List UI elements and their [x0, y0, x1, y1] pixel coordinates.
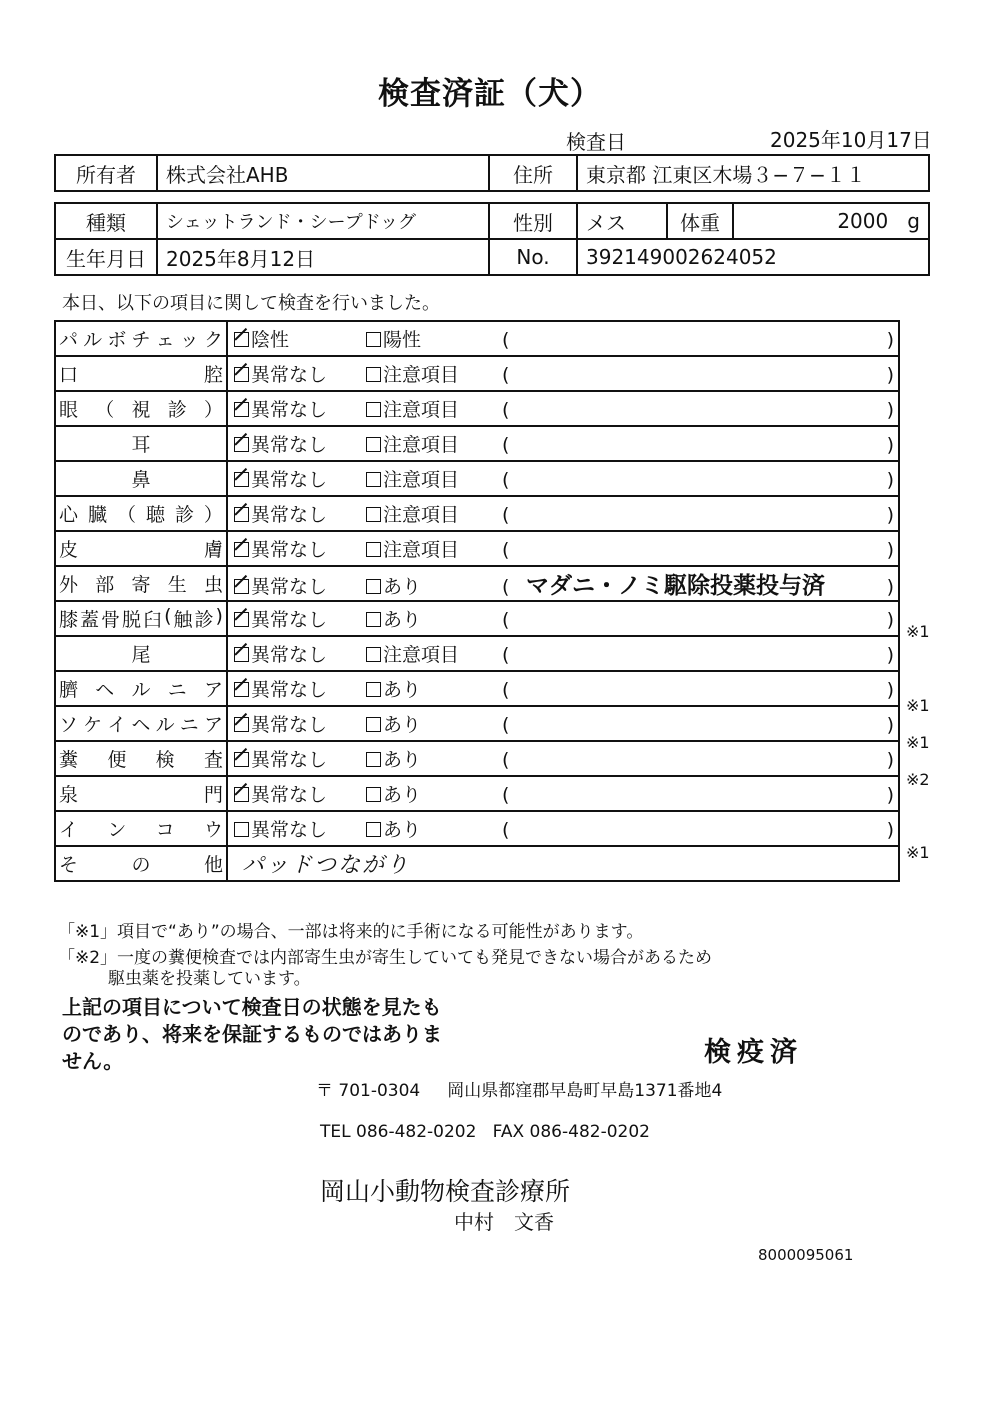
- person-name: 中村 文香: [454, 1210, 554, 1234]
- owner-label: 所有者: [55, 155, 157, 191]
- inspection-item-result: [227, 741, 899, 776]
- dog-table: [54, 202, 930, 276]
- footnote-mark: ※1: [906, 622, 930, 642]
- inspection-item-result: [227, 671, 899, 706]
- checked-checkbox-icon[interactable]: [234, 612, 249, 627]
- inspection-item-label: [55, 461, 227, 496]
- close-paren: ): [886, 609, 894, 631]
- checked-checkbox-icon[interactable]: [234, 472, 249, 487]
- option-normal[interactable]: [228, 360, 366, 387]
- other-handwritten-note: パッドつながり: [242, 853, 411, 878]
- checkbox-icon[interactable]: [366, 402, 381, 417]
- open-paren: (: [502, 329, 510, 351]
- inspection-item-name: パ ル ボ チ ェ ッ ク: [59, 329, 223, 351]
- inspection-row: [55, 636, 899, 671]
- open-paren: (: [502, 434, 510, 456]
- inspection-item-label: [55, 356, 227, 391]
- option-abnormal[interactable]: [366, 640, 502, 667]
- inspection-item-name: イ ン コ ウ: [59, 819, 223, 841]
- option-abnormal[interactable]: [366, 465, 502, 492]
- checkbox-icon[interactable]: [366, 579, 381, 594]
- inspection-item-result: [227, 496, 899, 531]
- option-abnormal-label: 注意項目: [383, 469, 460, 491]
- inspection-item-label: [55, 566, 227, 601]
- inspection-stamp: 検疫済: [704, 1037, 803, 1068]
- inspection-item-result: [227, 321, 899, 356]
- inspection-item-name: 泉 門: [59, 784, 223, 806]
- checked-checkbox-icon[interactable]: [234, 367, 249, 382]
- option-normal-label: 異常なし: [251, 469, 328, 491]
- option-normal-label: 異常なし: [251, 819, 328, 841]
- open-paren: (: [502, 399, 510, 421]
- postal-code: 〒 701-0304: [316, 1081, 421, 1101]
- checkbox-icon[interactable]: [366, 717, 381, 732]
- option-normal-label: 異常なし: [251, 714, 328, 736]
- inspection-item-name: 耳: [131, 434, 151, 456]
- option-normal[interactable]: [228, 640, 366, 667]
- option-normal-label: 異常なし: [251, 784, 328, 806]
- inspection-item-result: [227, 426, 899, 461]
- inspection-item-label: [55, 391, 227, 426]
- checkbox-icon[interactable]: [234, 822, 249, 837]
- open-paren: (: [502, 784, 510, 806]
- inspection-item-name: 皮 膚: [59, 539, 223, 561]
- checkbox-icon[interactable]: [366, 332, 381, 347]
- inspection-row: [55, 601, 899, 636]
- open-paren: (: [502, 504, 510, 526]
- checkbox-icon[interactable]: [366, 507, 381, 522]
- inspection-item-result: [227, 706, 899, 741]
- checkbox-icon[interactable]: [366, 682, 381, 697]
- inspection-item-result: [227, 461, 899, 496]
- address-label: 住所: [489, 155, 577, 191]
- checked-checkbox-icon[interactable]: [234, 402, 249, 417]
- option-abnormal[interactable]: [366, 430, 502, 457]
- inspection-item-name: ソ ケ イ ヘ ル ニ ア: [59, 714, 223, 736]
- checkbox-icon[interactable]: [366, 542, 381, 557]
- owner-value: 株式会社AHB: [157, 155, 489, 191]
- inspection-row: [55, 811, 899, 846]
- option-normal[interactable]: [228, 430, 366, 457]
- breed-value: シェットランド・シープドッグ: [157, 203, 489, 239]
- inspection-row: [55, 741, 899, 776]
- document-code: 8000095061: [758, 1246, 854, 1264]
- inspection-row: [55, 706, 899, 741]
- inspection-item-name: 糞 便 検 査: [59, 749, 223, 771]
- inspection-row: [55, 426, 899, 461]
- option-normal-label: 異常なし: [251, 644, 328, 666]
- option-normal-label: 異常なし: [251, 609, 328, 631]
- inspection-item-name: 尾: [131, 644, 151, 666]
- close-paren: ): [886, 469, 894, 491]
- inspection-item-name: 眼 （ 視 診 ）: [59, 399, 223, 421]
- close-paren: ): [886, 539, 894, 561]
- inspection-row: [55, 356, 899, 391]
- option-abnormal[interactable]: [366, 710, 502, 737]
- option-abnormal[interactable]: [366, 605, 502, 632]
- option-normal-label: 異常なし: [251, 679, 328, 701]
- open-paren: (: [502, 469, 510, 491]
- close-paren: ): [886, 434, 894, 456]
- inspection-item-label: [55, 496, 227, 531]
- checkbox-icon[interactable]: [366, 752, 381, 767]
- option-normal[interactable]: [228, 572, 366, 599]
- checked-checkbox-icon[interactable]: [234, 542, 249, 557]
- checkbox-icon[interactable]: [366, 787, 381, 802]
- inspection-row-other: [55, 846, 899, 881]
- inspection-item-result: [227, 601, 899, 636]
- option-abnormal-label: 注意項目: [383, 644, 460, 666]
- footnote-mark: ※1: [906, 696, 930, 715]
- option-normal[interactable]: [228, 780, 366, 807]
- address-value: 東京都 江東区木場３−７−１１: [577, 155, 929, 191]
- option-abnormal-label: あり: [383, 819, 422, 841]
- weight-label: 体重: [667, 203, 733, 239]
- option-abnormal-label: あり: [383, 609, 422, 631]
- checked-checkbox-icon[interactable]: [234, 332, 249, 347]
- checked-checkbox-icon[interactable]: [234, 682, 249, 697]
- option-normal[interactable]: [228, 535, 366, 562]
- inspection-item-label: [55, 671, 227, 706]
- checked-checkbox-icon[interactable]: [234, 437, 249, 452]
- close-paren: ): [886, 784, 894, 806]
- option-abnormal-label: 注意項目: [383, 504, 460, 526]
- checkbox-icon[interactable]: [366, 437, 381, 452]
- option-abnormal-label: あり: [383, 679, 422, 701]
- close-paren: ): [886, 749, 894, 771]
- option-abnormal[interactable]: [366, 535, 502, 562]
- option-normal[interactable]: [228, 325, 366, 352]
- inspection-item-name: 膝 蓋 骨 脱 臼 ( 触 診 ): [59, 605, 223, 631]
- contact-line: [320, 1122, 650, 1142]
- inspection-table: [54, 320, 900, 882]
- other-label: そ の 他: [59, 854, 223, 876]
- option-abnormal[interactable]: [366, 780, 502, 807]
- checked-checkbox-icon[interactable]: [234, 579, 249, 594]
- inspection-item-label: [55, 741, 227, 776]
- footnote-mark: ※1: [906, 843, 930, 863]
- close-paren: ): [886, 644, 894, 666]
- option-normal-label: 異常なし: [251, 576, 328, 598]
- checkbox-icon[interactable]: [366, 822, 381, 837]
- open-paren: (: [502, 364, 510, 386]
- other-value-cell: [227, 846, 899, 881]
- option-normal[interactable]: [228, 605, 366, 632]
- footnote-1: 「※1」項目で“あり”の場合、一部は将来的に手術になる可能性があります。: [58, 922, 644, 942]
- checkbox-icon[interactable]: [366, 647, 381, 662]
- option-abnormal[interactable]: [366, 745, 502, 772]
- inspection-item-result: [227, 811, 899, 846]
- option-abnormal[interactable]: [366, 572, 502, 599]
- checkbox-icon[interactable]: [366, 472, 381, 487]
- no-value: 392149002624052: [577, 239, 929, 275]
- footnote-2-line2: 駆虫薬を投薬しています。: [108, 969, 311, 989]
- inspection-item-label: [55, 531, 227, 566]
- inspection-item-name: 口 腔: [59, 364, 223, 386]
- option-normal-label: 異常なし: [251, 399, 328, 421]
- owner-table: [54, 154, 930, 192]
- option-normal[interactable]: [228, 465, 366, 492]
- no-label: No.: [489, 239, 577, 275]
- birth-value: 2025年8月12日: [157, 239, 489, 275]
- intro-text: 本日、以下の項目に関して検査を行いました。: [62, 293, 440, 314]
- checked-checkbox-icon[interactable]: [234, 752, 249, 767]
- option-normal-label: 異常なし: [251, 504, 328, 526]
- footnote-2-line1: 「※2」一度の糞便検査では内部寄生虫が寄生していても発見できない場合があるため: [58, 948, 713, 968]
- inspection-item-name: 心 臓 （ 聴 診 ）: [59, 504, 223, 526]
- inspection-row: [55, 776, 899, 811]
- inspection-item-result: [227, 531, 899, 566]
- open-paren: (: [502, 819, 510, 841]
- close-paren: ): [886, 399, 894, 421]
- sex-value: メス: [577, 203, 667, 239]
- open-paren: (: [502, 714, 510, 736]
- option-normal-label: 異常なし: [251, 364, 328, 386]
- option-abnormal-label: 注意項目: [383, 399, 460, 421]
- weight-value: 2000: [837, 209, 889, 233]
- breed-label: 種類: [55, 203, 157, 239]
- weight-cell: [733, 203, 929, 239]
- open-paren: (: [502, 609, 510, 631]
- option-abnormal[interactable]: [366, 675, 502, 702]
- inspection-row: [55, 391, 899, 426]
- remarks-field: マダニ・ノミ駆除投薬投与済: [526, 573, 825, 599]
- option-abnormal-label: 陽性: [383, 329, 422, 351]
- close-paren: ): [886, 329, 894, 351]
- inspection-item-result: [227, 566, 899, 601]
- fax: FAX 086-482-0202: [492, 1122, 650, 1142]
- inspection-item-label: [55, 636, 227, 671]
- open-paren: (: [502, 644, 510, 666]
- clinic-name: 岡山小動物検査診療所: [320, 1177, 571, 1206]
- open-paren: (: [502, 576, 510, 598]
- birth-label: 生年月日: [55, 239, 157, 275]
- option-normal-label: 異常なし: [251, 539, 328, 561]
- inspection-item-result: [227, 776, 899, 811]
- inspection-row: [55, 461, 899, 496]
- checked-checkbox-icon[interactable]: [234, 717, 249, 732]
- option-normal[interactable]: [228, 500, 366, 527]
- inspection-row: [55, 566, 899, 601]
- option-abnormal-label: あり: [383, 784, 422, 806]
- checked-checkbox-icon[interactable]: [234, 787, 249, 802]
- clinic-address: 岡山県都窪郡早島町早島1371番地4: [447, 1081, 723, 1101]
- disclaimer: 上記の項目について検査日の状態を見たものであり、将来を保証するものではありません。: [62, 995, 442, 1073]
- checkbox-icon[interactable]: [366, 367, 381, 382]
- close-paren: ): [886, 364, 894, 386]
- inspection-item-label: [55, 776, 227, 811]
- checkbox-icon[interactable]: [366, 612, 381, 627]
- document-title: 検査済証（犬）: [378, 76, 602, 112]
- option-abnormal[interactable]: [366, 360, 502, 387]
- option-abnormal[interactable]: [366, 325, 502, 352]
- weight-unit: g: [907, 209, 920, 233]
- option-abnormal-label: あり: [383, 749, 422, 771]
- option-abnormal-label: あり: [383, 576, 422, 598]
- footnote-mark: ※2: [906, 769, 930, 789]
- option-normal-label: 陰性: [251, 329, 290, 351]
- clinic-address-line: [316, 1076, 722, 1101]
- option-abnormal[interactable]: [366, 815, 502, 842]
- inspection-item-name: 臍 ヘ ル ニ ア: [59, 679, 223, 701]
- option-abnormal-label: 注意項目: [383, 434, 460, 456]
- option-normal[interactable]: [228, 745, 366, 772]
- open-paren: (: [502, 679, 510, 701]
- option-abnormal[interactable]: [366, 500, 502, 527]
- inspection-item-label: [55, 321, 227, 356]
- option-normal[interactable]: [228, 395, 366, 422]
- close-paren: ): [886, 714, 894, 736]
- close-paren: ): [886, 504, 894, 526]
- exam-date-label: 検査日: [566, 130, 626, 154]
- sex-label: 性別: [489, 203, 577, 239]
- inspection-row: [55, 671, 899, 706]
- option-normal[interactable]: [228, 815, 366, 842]
- inspection-row: [55, 321, 899, 356]
- option-normal-label: 異常なし: [251, 434, 328, 456]
- inspection-item-name: 外 部 寄 生 虫: [59, 574, 223, 596]
- option-normal[interactable]: [228, 675, 366, 702]
- tel: TEL 086-482-0202: [320, 1122, 477, 1142]
- other-label-cell: [55, 846, 227, 881]
- option-normal[interactable]: [228, 710, 366, 737]
- option-abnormal-label: 注意項目: [383, 539, 460, 561]
- close-paren: ): [886, 679, 894, 701]
- inspection-item-label: [55, 706, 227, 741]
- inspection-item-label: [55, 811, 227, 846]
- inspection-item-label: [55, 601, 227, 636]
- inspection-item-result: [227, 356, 899, 391]
- option-normal-label: 異常なし: [251, 749, 328, 771]
- option-abnormal[interactable]: [366, 395, 502, 422]
- close-paren: ): [886, 819, 894, 841]
- inspection-row: [55, 496, 899, 531]
- option-abnormal-label: あり: [383, 714, 422, 736]
- inspection-item-name: 鼻: [131, 469, 151, 491]
- checked-checkbox-icon[interactable]: [234, 507, 249, 522]
- checked-checkbox-icon[interactable]: [234, 647, 249, 662]
- open-paren: (: [502, 539, 510, 561]
- option-abnormal-label: 注意項目: [383, 364, 460, 386]
- inspection-row: [55, 531, 899, 566]
- inspection-item-result: [227, 636, 899, 671]
- exam-date: 2025年10月17日: [770, 128, 932, 152]
- footnote-mark: ※1: [906, 732, 930, 752]
- close-paren: ): [886, 576, 894, 598]
- inspection-item-result: [227, 391, 899, 426]
- open-paren: (: [502, 749, 510, 771]
- inspection-item-label: [55, 426, 227, 461]
